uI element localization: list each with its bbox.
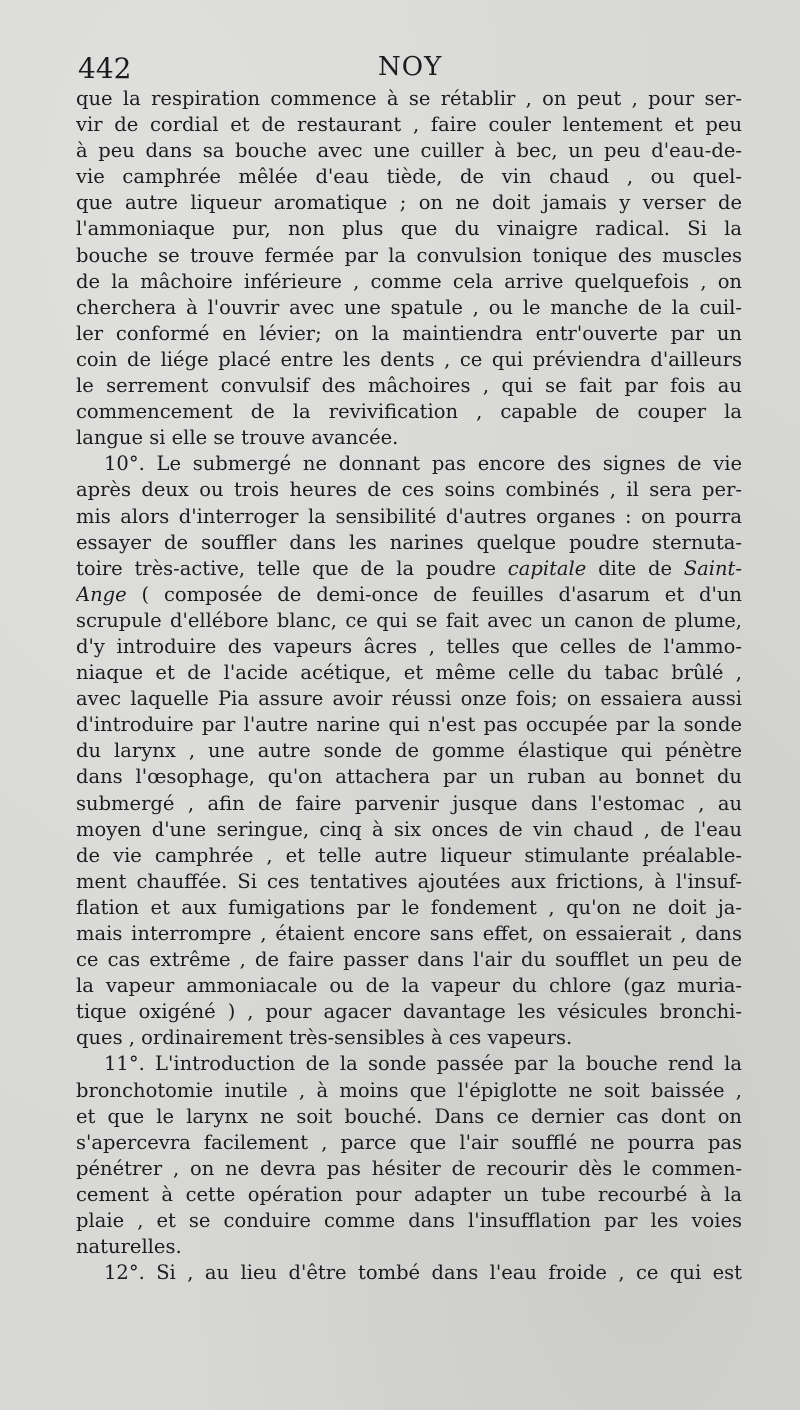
line-text: d'introduire par l'autre narine qui n'est pas occupée par la sonde [76,713,742,737]
line-text: scrupule d'ellébore blanc, ce qui se fait avec un canon de plume, [76,608,742,632]
text-line [76,1260,742,1286]
text-line [76,164,742,190]
text-line [76,869,742,895]
text-line [76,712,742,738]
text-line [76,556,742,582]
italic-text: capitale [507,556,587,580]
line-text: dite de [598,556,672,580]
line-text: 10°. Le submergé ne donnant pas encore des signes de vie [104,452,742,476]
line-text: niaque et de l'acide acétique, et même celle du tabac brûlé , [76,661,742,685]
text-line [76,947,742,973]
line-text: commencement de la revivification , capable de couper la [76,400,742,424]
line-text: avec laquelle Pia assure avoir réussi onze fois; on essaiera aussi [76,687,742,711]
text-line [76,269,742,295]
text-line [76,1208,742,1234]
italic-text: Ange [76,582,127,606]
line-text: la vapeur ammoniacale ou de la vapeur du chlore (gaz muria- [76,974,742,998]
line-text: toire très-active, telle que de la poudre [76,556,497,580]
line-text: mis alors d'interroger la sensibilité d'autres organes : on pourra [76,504,742,528]
line-text: ( composée de demi-once de feuilles d'asarum et d'un [141,582,742,606]
text-line [76,582,742,608]
text-line [76,190,742,216]
text-line [76,504,742,530]
text-line [76,138,742,164]
line-text: après deux ou trois heures de ces soins combinés , il sera per- [76,478,742,502]
text-line [76,373,742,399]
page-number: 442 [78,52,132,85]
text-line [76,451,742,477]
text-line [76,243,742,269]
text-line [76,1051,742,1077]
text-line [76,660,742,686]
running-head: NOY [378,52,443,82]
text-line [76,608,742,634]
line-text: ques , ordinairement très-sensibles à ces vapeurs. [76,1026,573,1050]
text-line [76,973,742,999]
text-line [76,477,742,503]
text-line [76,1234,742,1260]
line-text: de vie camphrée , et telle autre liqueur stimulante préalable- [76,843,742,867]
text-line [76,1130,742,1156]
line-text: 11°. L'introduction de la sonde passée par la bouche rend la [104,1052,742,1076]
text-line [76,895,742,921]
text-line [76,216,742,242]
text-line [76,295,742,321]
line-text: naturelles. [76,1235,182,1259]
line-text: d'y introduire des vapeurs âcres , telles que celles de l'ammo- [76,634,742,658]
line-text: et que le larynx ne soit bouché. Dans ce dernier cas dont on [76,1104,742,1128]
line-text: de la mâchoire inférieure , comme cela arrive quelquefois , on [76,269,742,293]
line-text: coin de liége placé entre les dents , ce qui préviendra d'ailleurs [76,347,742,371]
line-text: ce cas extrême , de faire passer dans l'air du soufflet un peu de [76,948,742,972]
line-text: bronchotomie inutile , à moins que l'épiglotte ne soit baissée , [76,1078,742,1102]
line-text: submergé , afin de faire parvenir jusque dans l'estomac , au [76,791,742,815]
line-text: moyen d'une seringue, cinq à six onces de vin chaud , de l'eau [76,817,742,841]
line-text: tique oxigéné ) , pour agacer davantage les vésicules bronchi- [76,1000,742,1024]
text-line [76,1182,742,1208]
text-line [76,399,742,425]
line-text: bouche se trouve fermée par la convulsion tonique des muscles [76,243,742,267]
text-line [76,530,742,556]
line-text: cherchera à l'ouvrir avec une spatule , ou le manche de la cuil- [76,295,742,319]
text-line [76,634,742,660]
text-line [76,321,742,347]
line-text: s'apercevra facilement , parce que l'air soufflé ne pourra pas [76,1130,742,1154]
text-line [76,738,742,764]
text-line [76,686,742,712]
line-text: mais interrompre , étaient encore sans effet, on essaierait , dans [76,922,742,945]
text-line [76,999,742,1025]
line-text: du larynx , une autre sonde de gomme élastique qui pénètre [76,739,742,763]
text-line [76,1025,742,1051]
text-line [76,817,742,843]
text-line [76,764,742,790]
line-text: ment chauffée. Si ces tentatives ajoutées aux frictions, à l'insuf- [76,869,742,893]
text-line [76,1156,742,1182]
line-text: flation et aux fumigations par le fondement , qu'on ne doit ja- [76,895,742,919]
line-text: vir de cordial et de restaurant , faire couler lentement et peu [76,113,742,137]
text-line [76,843,742,869]
line-text: que autre liqueur aromatique ; on ne doit jamais y verser de [76,191,742,215]
line-text: vie camphrée mêlée d'eau tiède, de vin chaud , ou quel- [76,165,742,189]
text-line [76,86,742,112]
line-text: langue si elle se trouve avancée. [76,426,399,450]
text-line [76,347,742,373]
line-text: 12°. Si , au lieu d'être tombé dans l'eau froide , ce qui est [104,1261,742,1285]
line-text: cement à cette opération pour adapter un tube recourbé à la [76,1182,742,1206]
line-text: le serrement convulsif des mâchoires , qui se fait par fois au [76,374,742,398]
text-line [76,921,742,947]
line-text: plaie , et se conduire comme dans l'insufflation par les voies [76,1209,742,1233]
line-text: pénétrer , on ne devra pas hésiter de recourir dès le commen- [76,1156,742,1180]
text-line [76,791,742,817]
text-line [76,1078,742,1104]
line-text: ler conformé en lévier; on la maintiendra entr'ouverte par un [76,321,742,345]
line-text: l'ammoniaque pur, non plus que du vinaigre radical. Si la [76,217,742,241]
text-line [76,1104,742,1130]
line-text: que la respiration commence à se rétablir , on peut , pour ser- [76,87,742,110]
text-line [76,425,742,451]
italic-text: Saint- [683,556,742,580]
line-text: essayer de souffler dans les narines quelque poudre sternuta- [76,530,742,554]
line-text: à peu dans sa bouche avec une cuiller à bec, un peu d'eau-de- [76,139,742,163]
line-text: dans l'œsophage, qu'on attachera par un ruban au bonnet du [76,765,742,789]
text-line [76,112,742,138]
body-text [76,86,742,1286]
